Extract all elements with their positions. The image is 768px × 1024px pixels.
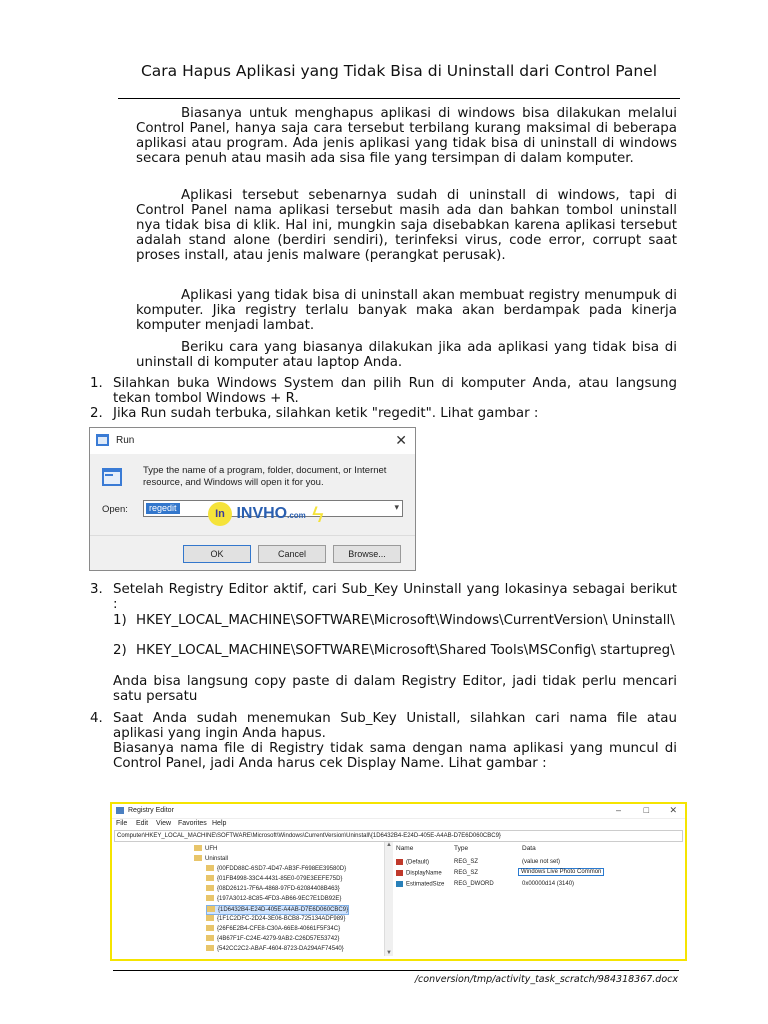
- registry-values-pane: [394, 842, 685, 956]
- tree-item[interactable]: {01FB4998-33C4-4431-85E0-079E3EEFE75D}: [206, 875, 342, 883]
- registry-menu-bar: [112, 819, 685, 830]
- display-name-highlight: Windows Live Photo Common: [518, 868, 604, 876]
- step-number: 4.: [90, 711, 103, 726]
- step-text: Silahkan buka Windows System dan pilih Run di komputer Anda, atau langsung tekan tombol Windows + R.: [113, 376, 677, 406]
- tree-item[interactable]: {1F1C2DFC-2D24-3E06-BCB8-725134ADF989}: [206, 915, 345, 923]
- tree-item-uninstall[interactable]: Uninstall: [194, 855, 228, 863]
- menu-edit[interactable]: Edit: [136, 820, 149, 827]
- watermark-text: INVHO: [236, 505, 288, 523]
- registry-address-bar[interactable]: Computer\HKEY_LOCAL_MACHINE\SOFTWARE\Microsoft\Windows\CurrentVersion\Uninstall\{1D6432B4-E24D-405E-A4AB-D7E6D060CBC9}: [114, 830, 683, 842]
- registry-tree: [114, 843, 382, 955]
- watermark-bolt-icon: ϟ: [312, 502, 324, 527]
- tree-item[interactable]: {197A3012-8C85-4FD3-AB66-9EC7E1DB92E}: [206, 895, 341, 903]
- value-row-data: 0x00000d14 (3140): [522, 881, 575, 887]
- chevron-down-icon[interactable]: ▾: [394, 502, 399, 512]
- paragraph-how-to: Beriku cara yang biasanya dilakukan jika ada aplikasi yang tidak bisa di uninstall di komputer atau laptop Anda.: [136, 340, 677, 370]
- scroll-down-icon[interactable]: ▼: [386, 950, 392, 956]
- page-title: Cara Hapus Aplikasi yang Tidak Bisa di Uninstall dari Control Panel: [140, 62, 658, 80]
- paragraph-cause: Aplikasi tersebut sebenarnya sudah di uninstall di windows, tapi di Control Panel nama aplikasi tersebut masih ada dan bahkan tombol uninstall nya tidak bisa di klik. Hal ini, mungkin saja disebabkan karena aplikasi tersebut adalah stand alone (berdiri sendiri), terinfeksi virus, code error, corrupt saat proses install, atau jenis malware (perangkat perusak).: [136, 188, 677, 263]
- registry-app-icon: [116, 807, 124, 814]
- tree-item[interactable]: {26F6E2B4-CFE8-C30A-66E8-40661F5F34C}: [206, 925, 340, 933]
- minimize-icon[interactable]: –: [615, 805, 621, 815]
- open-label: Open:: [102, 504, 128, 515]
- maximize-icon[interactable]: □: [643, 805, 649, 815]
- open-input-value: regedit: [146, 503, 180, 514]
- watermark-logo: [208, 502, 306, 526]
- value-row-type: REG_SZ: [454, 859, 479, 865]
- registry-title-bar: [112, 804, 685, 819]
- title-divider: [118, 98, 680, 99]
- substep-number: 1): [113, 613, 127, 628]
- step3-note: Anda bisa langsung copy paste di dalam Registry Editor, jadi tidak perlu mencari satu persatu: [113, 674, 677, 704]
- tree-scrollbar[interactable]: [384, 842, 393, 956]
- browse-button[interactable]: Browse...: [333, 545, 401, 563]
- menu-file[interactable]: File: [116, 820, 128, 827]
- cancel-button[interactable]: Cancel: [258, 545, 326, 563]
- step-text: Saat Anda sudah menemukan Sub_Key Unistall, silahkan cari nama file atau aplikasi yang ingin Anda hapus.: [113, 711, 677, 741]
- run-title-bar: [90, 428, 415, 454]
- footer-divider: [113, 970, 679, 971]
- value-row-type: REG_SZ: [454, 870, 479, 876]
- paragraph-registry: Aplikasi yang tidak bisa di uninstall akan membuat registry menumpuk di komputer. Jika registry terlalu banyak maka akan berdampak pada kinerja komputer menjadi lambat.: [136, 288, 677, 333]
- run-title: Run: [116, 435, 135, 446]
- registry-title: Registry Editor: [128, 807, 174, 814]
- close-icon[interactable]: ✕: [395, 432, 407, 448]
- step-text: Jika Run sudah terbuka, silahkan ketik "regedit". Lihat gambar :: [113, 406, 539, 421]
- scroll-up-icon[interactable]: ▲: [386, 842, 392, 848]
- tree-item-selected[interactable]: {1D6432B4-E24D-405E-A4AB-D7E6D060CBC9}: [206, 905, 349, 915]
- watermark-domain: .com: [287, 511, 306, 521]
- close-icon[interactable]: ✕: [669, 805, 677, 815]
- run-dialog-screenshot: [89, 427, 416, 571]
- tree-item[interactable]: {08D26121-7F6A-4868-97FD-62084408B463}: [206, 885, 340, 893]
- value-row-type: REG_DWORD: [454, 881, 494, 887]
- value-row-name[interactable]: DisplayName: [396, 870, 442, 877]
- step-number: 1.: [90, 376, 103, 391]
- tree-item[interactable]: {4B67F1F-C24E-4279-9AB2-C26D57E53742}: [206, 935, 339, 943]
- step-number: 3.: [90, 582, 103, 597]
- column-header-data[interactable]: Data: [522, 845, 536, 852]
- run-description: Type the name of a program, folder, document, or Internet resource, and Windows will open it for you.: [143, 465, 387, 488]
- column-header-type[interactable]: Type: [454, 845, 469, 852]
- run-app-icon: [96, 434, 109, 446]
- value-row-name[interactable]: EstimatedSize: [396, 881, 444, 888]
- value-row-data: (value not set): [522, 859, 561, 865]
- step4-note: Biasanya nama file di Registry tidak sama dengan nama aplikasi yang muncul di Control Panel, jadi Anda harus cek Display Name. Lihat gambar :: [113, 741, 677, 771]
- menu-favorites[interactable]: Favorites: [178, 820, 207, 827]
- substep-text: HKEY_LOCAL_MACHINE\SOFTWARE\Microsoft\Windows\CurrentVersion\ Uninstall\: [136, 613, 675, 628]
- menu-view[interactable]: View: [156, 820, 172, 827]
- substep-number: 2): [113, 643, 127, 658]
- footer-file-path: /conversion/tmp/activity_task_scratch/984318367.docx: [414, 974, 678, 985]
- menu-help[interactable]: Help: [212, 820, 227, 827]
- registry-editor-screenshot: [110, 802, 687, 961]
- column-header-name[interactable]: Name: [396, 845, 414, 852]
- substep-text: HKEY_LOCAL_MACHINE\SOFTWARE\Microsoft\Shared Tools\MSConfig\ startupreg\: [136, 643, 675, 658]
- step-number: 2.: [90, 406, 103, 421]
- watermark-badge: In: [208, 502, 232, 526]
- value-row-name[interactable]: (Default): [396, 859, 429, 866]
- run-button-bar: [90, 535, 415, 570]
- step-text: Setelah Registry Editor aktif, cari Sub_Key Uninstall yang lokasinya sebagai berikut :: [113, 582, 677, 612]
- tree-item-ufh[interactable]: UFH: [194, 845, 217, 853]
- tree-item[interactable]: {542CC2C2-ABAF-4604-8723-DA294AF74540}: [206, 945, 344, 953]
- run-program-icon: [102, 468, 122, 486]
- paragraph-intro: Biasanya untuk menghapus aplikasi di windows bisa dilakukan melalui Control Panel, hanya saja cara tersebut terbilang kurang maksimal di beberapa aplikasi atau program. Ada jenis aplikasi yang tidak bisa di uninstall di windows secara penuh atau masih ada sisa file yang tersimpan di dalam komputer.: [136, 106, 677, 166]
- tree-item[interactable]: {00FDD88C-6SD7-4D47-AB3F-F698EE39580D}: [206, 865, 346, 873]
- ok-button[interactable]: OK: [183, 545, 251, 563]
